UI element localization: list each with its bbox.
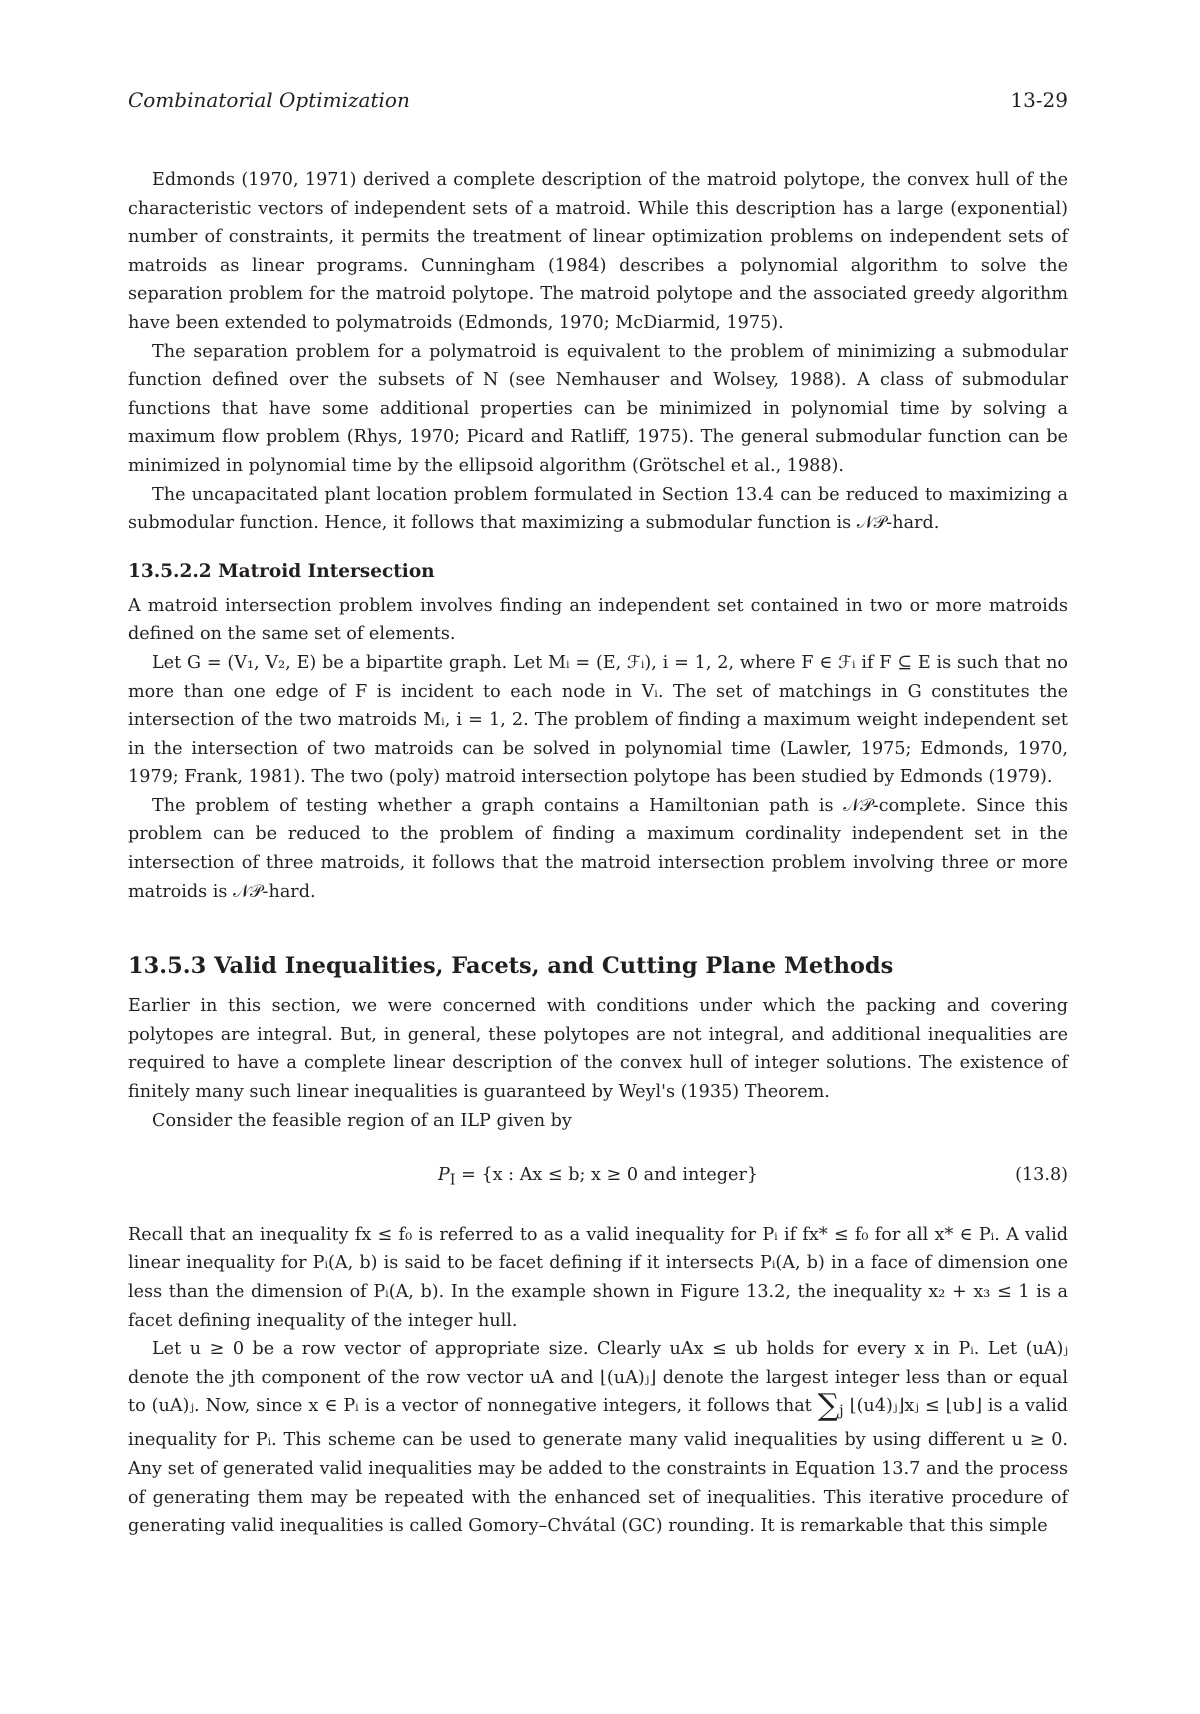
equation-13-8 [128, 1161, 1068, 1195]
page [128, 88, 1068, 1541]
paragraph: The separation problem for a polymatroid is equivalent to the problem of minimizing a submodular function defined over the subsets of N (see Nemhauser and Wolsey, 1988). A class of submodular functions that have some additional properties can be minimized in polynomial time by solving a maximum flow problem (Rhys, 1970; Picard and Ratliff, 1975). The general submodular function can be minimized in polynomial time by the ellipsoid algorithm (Grötschel et al., 1988). [128, 341, 1068, 476]
paragraph: Let G = (V₁, V₂, E) be a bipartite graph. Let Mᵢ = (E, ℱᵢ), i = 1, 2, where F ∈ ℱᵢ if F ⊆ E is such that no more than one edge of F is incident to each node in Vᵢ. The set of matchings in G constitutes the intersection of the two matroids Mᵢ, i = 1, 2. The problem of finding a maximum weight independent set in the intersection of two matroids can be solved in polynomial time (Lawler, 1975; Edmonds, 1970, 1979; Frank, 1981). The two (poly) matroid intersection polytope has been studied by Edmonds (1979). [128, 652, 1068, 788]
equation-body: $P_I = \{x$ : Ax ≤ b; x ≥ 0 and integer} [437, 1165, 759, 1189]
paragraph: Earlier in this section, we were concerned with conditions under which the packing and covering polytopes are integral. But, in general, these polytopes are not integral, and additional inequalities are required to have a complete linear description of the convex hull of integer solutions. The existence of finitely many such linear inequalities is guaranteed by Weyl's (1935) Theorem. [128, 996, 1068, 1103]
running-title: Combinatorial Optimization [128, 88, 410, 112]
subsection-heading: 13.5.2.2 Matroid Intersection [128, 560, 435, 582]
matroid-polytope-text [128, 166, 1068, 538]
summation-symbol: ∑ [817, 1388, 840, 1424]
equation-number: (13.8) [1015, 1165, 1068, 1186]
page-number: 13-29 [1010, 88, 1068, 112]
running-header [128, 88, 1068, 118]
section-heading: 13.5.3 Valid Inequalities, Facets, and Cutting Plane Methods [128, 953, 894, 980]
paragraph: A matroid intersection problem involves finding an independent set contained in two or more matroids defined on the same set of elements. [128, 595, 1068, 645]
paragraph: Consider the feasible region of an ILP given by [152, 1110, 572, 1131]
paragraph: Edmonds (1970, 1971) derived a complete description of the matroid polytope, the convex hull of the characteristic vectors of independent sets of a matroid. While this description has a large (exponential) number of constraints, it permits the treatment of linear optimization problems on independent sets of matroids as linear programs. Cunningham (1984) describes a polynomial algorithm to solve the separation problem for the matroid polytope. The matroid polytope and the associated greedy algorithm have been extended to polymatroids (Edmonds, 1970; McDiarmid, 1975). [128, 170, 1068, 333]
paragraph: Recall that an inequality fx ≤ f₀ is referred to as a valid inequality for Pᵢ if fx* ≤ f₀ for all x* ∈ Pᵢ. A valid linear inequality for Pᵢ(A, b) is said to be facet defining if it intersects Pᵢ(A, b) in a face of dimension one less than the dimension of Pᵢ(A, b). In the example shown in Figure 13.2, the inequality x₂ + x₃ ≤ 1 is a facet defining inequality of the integer hull. [128, 1224, 1068, 1331]
paragraph: Let u ≥ 0 be a row vector of appropriate size. Clearly uAx ≤ ub holds for every x in Pᵢ. Let (uA)ⱼ denote the jth component of the row vector uA and ⌊(uA)ⱼ⌋ denote the largest integer less than or equal to (uA)ⱼ. Now, since x ∈ Pᵢ is a vector of nonnegative integers, it follows that $\sum_j$ ⌊(u4)ⱼ⌋xⱼ ≤ ⌊ub⌋ is a valid inequality for Pᵢ. This scheme can be used to generate many valid inequalities by using different u ≥ 0. Any set of generated valid inequalities may be added to the constraints in Equation 13.7 and the process of generating them may be repeated with the enhanced set of inequalities. This iterative procedure of generating valid inequalities is called Gomory–Chvátal (GC) rounding. It is remarkable that this simple [128, 1339, 1068, 1537]
paragraph: The uncapacitated plant location problem formulated in Section 13.4 can be reduced to maximizing a submodular function. Hence, it follows that maximizing a submodular function is 𝒩𝒫-hard. [128, 484, 1068, 534]
paragraph: The problem of testing whether a graph contains a Hamiltonian path is 𝒩𝒫-complete. Since this problem can be reduced to the problem of finding a maximum cordinality independent set in the intersection of three matroids, it follows that the matroid intersection problem involving three or more matroids is 𝒩𝒫-hard. [128, 795, 1068, 902]
